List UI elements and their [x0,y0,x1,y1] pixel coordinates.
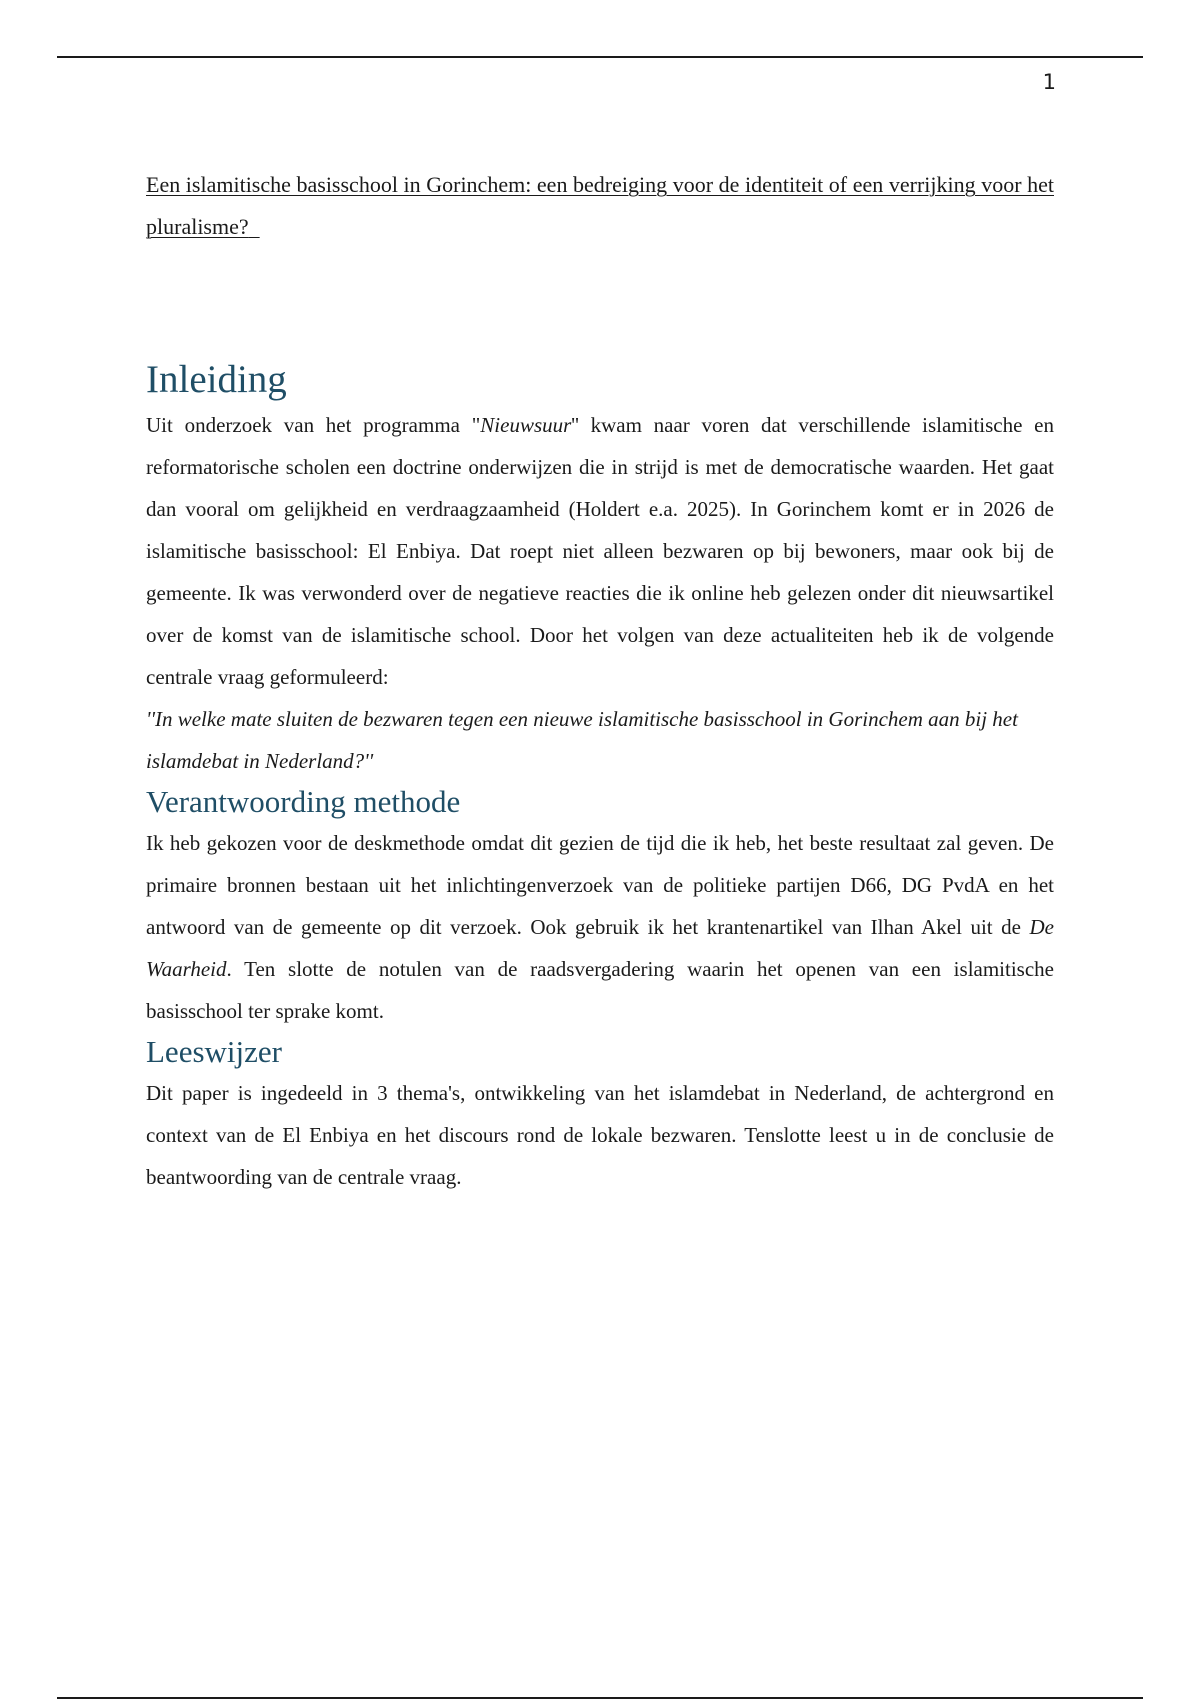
paragraph-inleiding [146,404,1054,698]
paragraph-methode-part2: . Ten slotte de notulen van de raadsvergadering waarin het openen van een islamitische basisschool ter sprake komt. [146,957,1054,1023]
paragraph-methode [146,822,1054,1032]
paragraph-methode-part1: Ik heb gekozen voor de deskmethode omdat dit gezien de tijd die ik heb, het beste resultaat zal geven. De primaire bronnen bestaan uit het inlichtingenverzoek van de politieke partijen D66, DG PvdA en het antwoord van de gemeente op dit verzoek. Ook gebruik ik het krantenartikel van Ilhan Akel uit de [146,831,1054,939]
central-question: ''In welke mate sluiten de bezwaren tegen een nieuwe islamitische basisschool in Gorinchem aan bij het islamdebat in Nederland?'' [146,707,1018,773]
page-number: 1 [1042,70,1056,94]
heading-verantwoording-methode: Verantwoording methode [146,784,461,819]
document-title-text: Een islamitische basisschool in Gorinchem: een bedreiging voor de identiteit of een verrijking voor het pluralisme? [146,172,1054,239]
document-title-trailing-space [249,214,260,239]
document-title [146,164,1054,248]
heading-inleiding: Inleiding [146,358,287,401]
footer-rule [57,1697,1143,1699]
paragraph-inleiding-part2: '' kwam naar voren dat verschillende islamitische en reformatorische scholen een doctrine onderwijzen die in strijd is met de democratische waarden. Het gaat dan vooral om gelijkheid en verdraagzaamheid (Holdert e.a. 2025). In Gorinchem komt er in 2026 de islamitische basisschool: El Enbiya. Dat roept niet alleen bezwaren op bij bewoners, maar ook bij de gemeente. Ik was verwonderd over de negatieve reacties die ik online heb gelezen onder dit nieuwsartikel over de komst van de islamitische school. Door het volgen van deze actualiteiten heb ik de volgende centrale vraag geformuleerd: [146,413,1054,689]
paragraph-leeswijzer: Dit paper is ingedeeld in 3 thema's, ontwikkeling van het islamdebat in Nederland, de achtergrond en context van de El Enbiya en het discours rond de lokale bezwaren. Tenslotte leest u in de conclusie de beantwoording van de centrale vraag. [146,1081,1054,1189]
heading-leeswijzer: Leeswijzer [146,1034,282,1069]
newspaper-name: De Waarheid [146,915,1054,981]
paragraph-inleiding-part1: Uit onderzoek van het programma " [146,413,481,437]
program-name-nieuwsuur: Nieuwsuur [480,413,572,437]
header-rule [57,56,1143,58]
document-body [146,164,1054,1198]
